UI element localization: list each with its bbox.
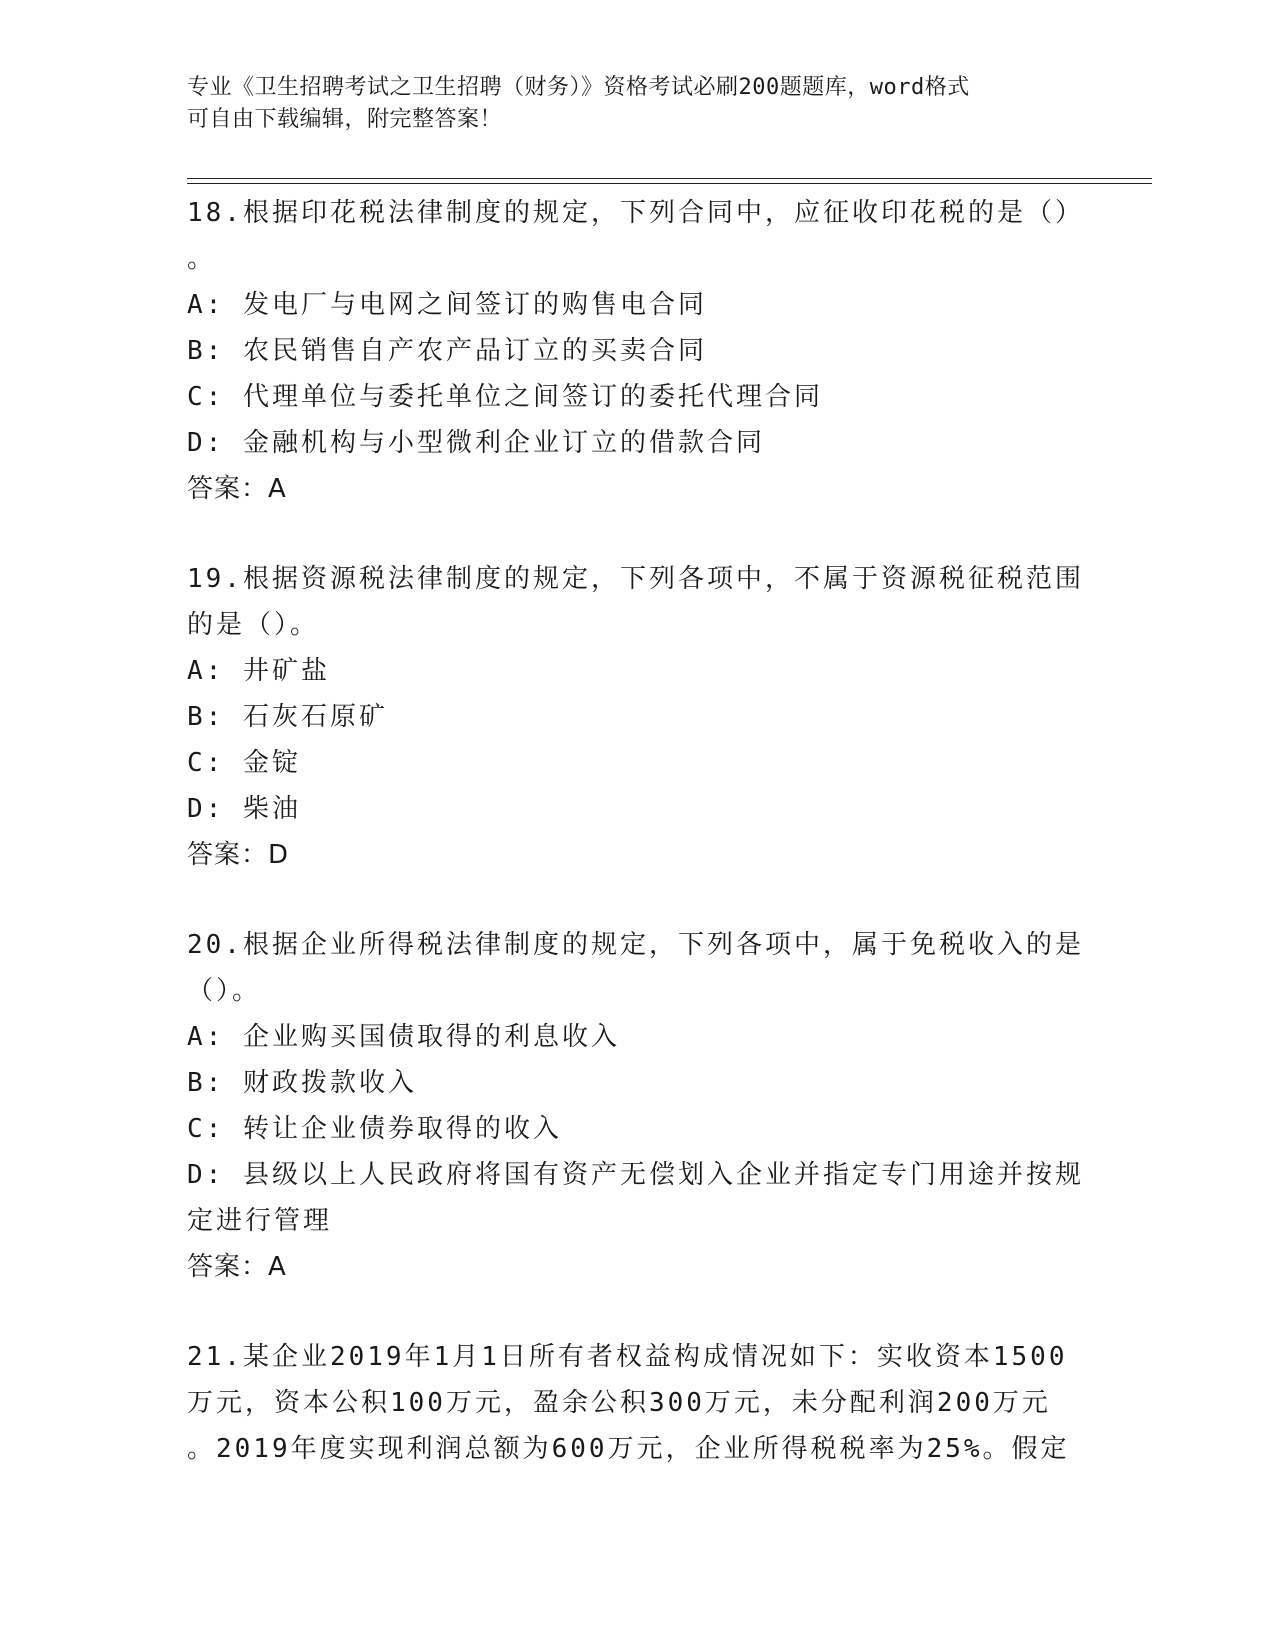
answer: 答案：D: [187, 840, 290, 870]
question-text-line: （）。: [187, 976, 262, 1006]
answer: 答案：A: [187, 1252, 287, 1282]
question-list: [187, 190, 1087, 1472]
option-c: C: 转让企业债券取得的收入: [187, 1114, 562, 1144]
header-rule-top: [187, 178, 1152, 179]
option-d: D: 县级以上人民政府将国有资产无偿划入企业并指定专门用途并按规: [187, 1160, 1084, 1190]
question-text-line: 18.根据印花税法律制度的规定，下列合同中，应征收印花税的是（）: [187, 198, 1084, 228]
option-a: A: 发电厂与电网之间签订的购售电合同: [187, 290, 707, 320]
option-b: B: 石灰石原矿: [187, 702, 388, 732]
option-a: A: 井矿盐: [187, 656, 330, 686]
option-a: A: 企业购买国债取得的利息收入: [187, 1022, 620, 1052]
question-text-line: 。2019年度实现利润总额为600万元，企业所得税税率为25%。假定: [187, 1434, 1070, 1464]
option-c: C: 金锭: [187, 748, 301, 778]
document-header: [187, 72, 1067, 136]
question-text-line: 万元，资本公积100万元，盈余公积300万元，未分配利润200万元: [187, 1388, 1051, 1418]
question-text-line: 19.根据资源税法律制度的规定，下列各项中，不属于资源税征税范围: [187, 564, 1084, 594]
question-text-line: 。: [187, 244, 217, 274]
option-c: C: 代理单位与委托单位之间签订的委托代理合同: [187, 382, 823, 412]
question-spacer: [187, 1290, 1087, 1334]
question-text-line: 21.某企业2019年1月1日所有者权益构成情况如下：实收资本1500: [187, 1342, 1068, 1372]
question-21: [187, 1334, 1087, 1472]
option-d: D: 柴油: [187, 794, 301, 824]
question-spacer: [187, 512, 1087, 556]
option-d: D: 金融机构与小型微利企业订立的借款合同: [187, 428, 765, 458]
question-text-line: 20.根据企业所得税法律制度的规定，下列各项中，属于免税收入的是: [187, 930, 1084, 960]
question-18: [187, 190, 1087, 512]
answer: 答案：A: [187, 474, 287, 504]
option-b: B: 财政拨款收入: [187, 1068, 417, 1098]
option-b: B: 农民销售自产农产品订立的买卖合同: [187, 336, 707, 366]
question-text-line: 的是（）。: [187, 610, 320, 640]
header-rule-bottom: [187, 183, 1152, 184]
option-d-continued: 定进行管理: [187, 1206, 333, 1236]
question-19: [187, 556, 1087, 878]
header-line-1: 专业《卫生招聘考试之卫生招聘（财务）》资格考试必刷200题题库，word格式: [187, 75, 970, 100]
question-20: [187, 922, 1087, 1290]
question-spacer: [187, 878, 1087, 922]
header-line-2: 可自由下载编辑，附完整答案！: [187, 107, 503, 132]
